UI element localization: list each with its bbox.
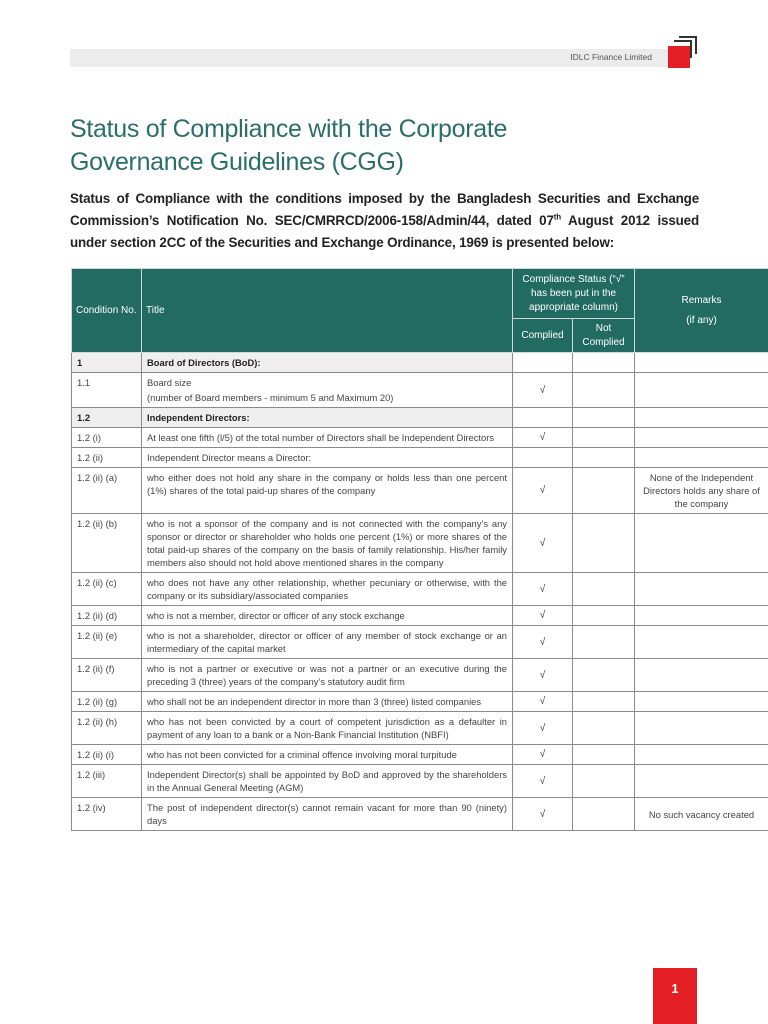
- complied-check-cell: √: [513, 373, 573, 408]
- title-subtext: (number of Board members - minimum 5 and Maximum 20): [147, 392, 394, 403]
- title-text: who has not been convicted by a court of competent jurisdiction as a defaulter in payment of any loan to a bank or a Non-Bank Financial Institution (NBFI): [147, 716, 507, 740]
- page-title: [70, 113, 670, 179]
- table-row: [72, 514, 768, 573]
- title-text: who is not a sponsor of the company and is not connected with the company’s any sponsor or director or shareholder who holds one percent (1%) or more shares of the total paid-up shares of the company on the basis of family relationship. His/her family members also should not hold above mentioned shares in the company: [147, 518, 507, 568]
- title-cell: [142, 745, 513, 765]
- remarks-cell: [635, 659, 768, 692]
- not-complied-cell: [573, 428, 635, 448]
- header-compliance-status: Compliance Status (“√” has been put in the appropriate column): [513, 269, 635, 319]
- intro-paragraph: [70, 188, 699, 254]
- condition-no-cell: 1.2 (ii) (d): [72, 606, 142, 626]
- header-bar: [70, 49, 670, 67]
- complied-check-cell: √: [513, 798, 573, 831]
- remarks-cell: No such vacancy created: [635, 798, 768, 831]
- remarks-cell: [635, 373, 768, 408]
- table-row: [72, 798, 768, 831]
- table-row: [72, 408, 768, 428]
- intro-superscript: th: [553, 212, 562, 222]
- condition-no-cell: 1.2 (ii) (g): [72, 692, 142, 712]
- complied-check-cell: √: [513, 573, 573, 606]
- not-complied-cell: [573, 514, 635, 573]
- table-row: [72, 745, 768, 765]
- remarks-cell: [635, 448, 768, 468]
- condition-no-cell: 1.2 (ii) (h): [72, 712, 142, 745]
- table-row: [72, 448, 768, 468]
- title-cell: [142, 712, 513, 745]
- complied-check-cell: [513, 448, 573, 468]
- table-row: [72, 712, 768, 745]
- header-remarks-label: Remarks: [681, 294, 722, 306]
- complied-check-cell: √: [513, 712, 573, 745]
- remarks-cell: [635, 692, 768, 712]
- title-text: Independent Director(s) shall be appointed by BoD and approved by the shareholders in the Annual General Meeting (AGM): [147, 769, 507, 793]
- complied-check-cell: √: [513, 468, 573, 514]
- condition-no-cell: 1: [72, 353, 142, 373]
- title-cell: [142, 373, 513, 408]
- complied-check-cell: √: [513, 606, 573, 626]
- title-cell: [142, 514, 513, 573]
- title-cell: [142, 468, 513, 514]
- table-row: [72, 626, 768, 659]
- title-cell: [142, 659, 513, 692]
- condition-no-cell: 1.1: [72, 373, 142, 408]
- title-text: who shall not be an independent director in more than 3 (three) listed companies: [147, 696, 482, 707]
- condition-no-cell: 1.2 (ii) (f): [72, 659, 142, 692]
- complied-check-cell: √: [513, 659, 573, 692]
- title-text: who is not a shareholder, director or officer of any member of stock exchange or an intermediary of the capital market: [147, 630, 507, 654]
- table-body: [72, 353, 768, 831]
- not-complied-cell: [573, 408, 635, 428]
- not-complied-cell: [573, 448, 635, 468]
- table-row: [72, 468, 768, 514]
- title-text: At least one fifth (l/5) of the total number of Directors shall be Independent Directors: [147, 432, 495, 443]
- remarks-cell: [635, 626, 768, 659]
- title-text: who has not been convicted for a criminal offence involving moral turpitude: [147, 749, 457, 760]
- not-complied-cell: [573, 606, 635, 626]
- remarks-cell: [635, 606, 768, 626]
- complied-check-cell: √: [513, 745, 573, 765]
- title-text: who either does not hold any share in the company or holds less than one percent (1%) shares of the total paid-up shares of the company: [147, 472, 507, 496]
- remarks-cell: [635, 765, 768, 798]
- title-text: Board of Directors (BoD):: [147, 357, 261, 368]
- complied-check-cell: [513, 353, 573, 373]
- title-cell: [142, 626, 513, 659]
- table-row: [72, 428, 768, 448]
- remarks-cell: [635, 573, 768, 606]
- intro-text-1: Status of Compliance with the conditions imposed by the Bangladesh Securities and Exchange Commission’s Notification No. SEC/CMRRCD/2006-158/Admin/44, dated 07: [70, 191, 699, 228]
- header-remarks: [635, 269, 768, 353]
- not-complied-cell: [573, 468, 635, 514]
- title-cell: [142, 353, 513, 373]
- table-row: [72, 659, 768, 692]
- idlc-logo-icon: [668, 36, 698, 68]
- title-cell: [142, 428, 513, 448]
- page-number: 1: [653, 968, 697, 1024]
- company-name: IDLC Finance Limited: [570, 52, 652, 62]
- page-title-line-1: Status of Compliance with the Corporate: [70, 115, 508, 143]
- table-row: [72, 765, 768, 798]
- condition-no-cell: 1.2 (iv): [72, 798, 142, 831]
- title-cell: [142, 448, 513, 468]
- not-complied-cell: [573, 765, 635, 798]
- complied-check-cell: √: [513, 428, 573, 448]
- header-complied: Complied: [513, 319, 573, 353]
- condition-no-cell: 1.2 (ii) (e): [72, 626, 142, 659]
- header-remarks-ifany: (if any): [686, 314, 717, 326]
- remarks-cell: [635, 514, 768, 573]
- table-row: [72, 573, 768, 606]
- header-condition-no: Condition No.: [72, 269, 142, 353]
- header-not-complied: Not Complied: [573, 319, 635, 353]
- table-row: [72, 373, 768, 408]
- table-header: [72, 269, 768, 353]
- title-text: Independent Director means a Director:: [147, 452, 312, 463]
- remarks-cell: [635, 712, 768, 745]
- not-complied-cell: [573, 745, 635, 765]
- not-complied-cell: [573, 373, 635, 408]
- table-row: [72, 353, 768, 373]
- table-row: [72, 606, 768, 626]
- header-title: Title: [142, 269, 513, 353]
- condition-no-cell: 1.2 (i): [72, 428, 142, 448]
- title-cell: [142, 798, 513, 831]
- intro-text-2: August 2012 issued under section 2CC of the Securities and Exchange Ordinance, 1969 is presented below:: [70, 213, 700, 250]
- remarks-cell: [635, 353, 768, 373]
- remarks-cell: [635, 408, 768, 428]
- condition-no-cell: 1.2: [72, 408, 142, 428]
- title-text: The post of independent director(s) cannot remain vacant for more than 90 (ninety) days: [147, 802, 507, 826]
- condition-no-cell: 1.2 (ii): [72, 448, 142, 468]
- title-text: Independent Directors:: [147, 412, 250, 423]
- condition-no-cell: 1.2 (ii) (c): [72, 573, 142, 606]
- remarks-cell: [635, 745, 768, 765]
- title-cell: [142, 408, 513, 428]
- condition-no-cell: 1.2 (ii) (i): [72, 745, 142, 765]
- title-text: Board size: [147, 377, 192, 388]
- not-complied-cell: [573, 798, 635, 831]
- title-cell: [142, 606, 513, 626]
- complied-check-cell: √: [513, 692, 573, 712]
- condition-no-cell: 1.2 (ii) (a): [72, 468, 142, 514]
- not-complied-cell: [573, 692, 635, 712]
- table-row: [72, 692, 768, 712]
- complied-check-cell: √: [513, 514, 573, 573]
- not-complied-cell: [573, 626, 635, 659]
- complied-check-cell: √: [513, 765, 573, 798]
- title-text: who is not a member, director or officer of any stock exchange: [147, 610, 405, 621]
- title-cell: [142, 692, 513, 712]
- not-complied-cell: [573, 573, 635, 606]
- complied-check-cell: [513, 408, 573, 428]
- page-title-line-2: Governance Guidelines (CGG): [70, 148, 404, 176]
- not-complied-cell: [573, 659, 635, 692]
- condition-no-cell: 1.2 (iii): [72, 765, 142, 798]
- not-complied-cell: [573, 712, 635, 745]
- remarks-cell: [635, 428, 768, 448]
- title-text: who does not have any other relationship, whether pecuniary or otherwise, with the company or its subsidiary/associated companies: [147, 577, 507, 601]
- title-cell: [142, 765, 513, 798]
- condition-no-cell: 1.2 (ii) (b): [72, 514, 142, 573]
- title-cell: [142, 573, 513, 606]
- complied-check-cell: √: [513, 626, 573, 659]
- not-complied-cell: [573, 353, 635, 373]
- compliance-table: [71, 268, 768, 831]
- title-text: who is not a partner or executive or was not a partner or an executive during the preceding 3 (three) years of the company’s statutory audit firm: [147, 663, 507, 687]
- remarks-cell: None of the Independent Directors holds any share of the company: [635, 468, 768, 514]
